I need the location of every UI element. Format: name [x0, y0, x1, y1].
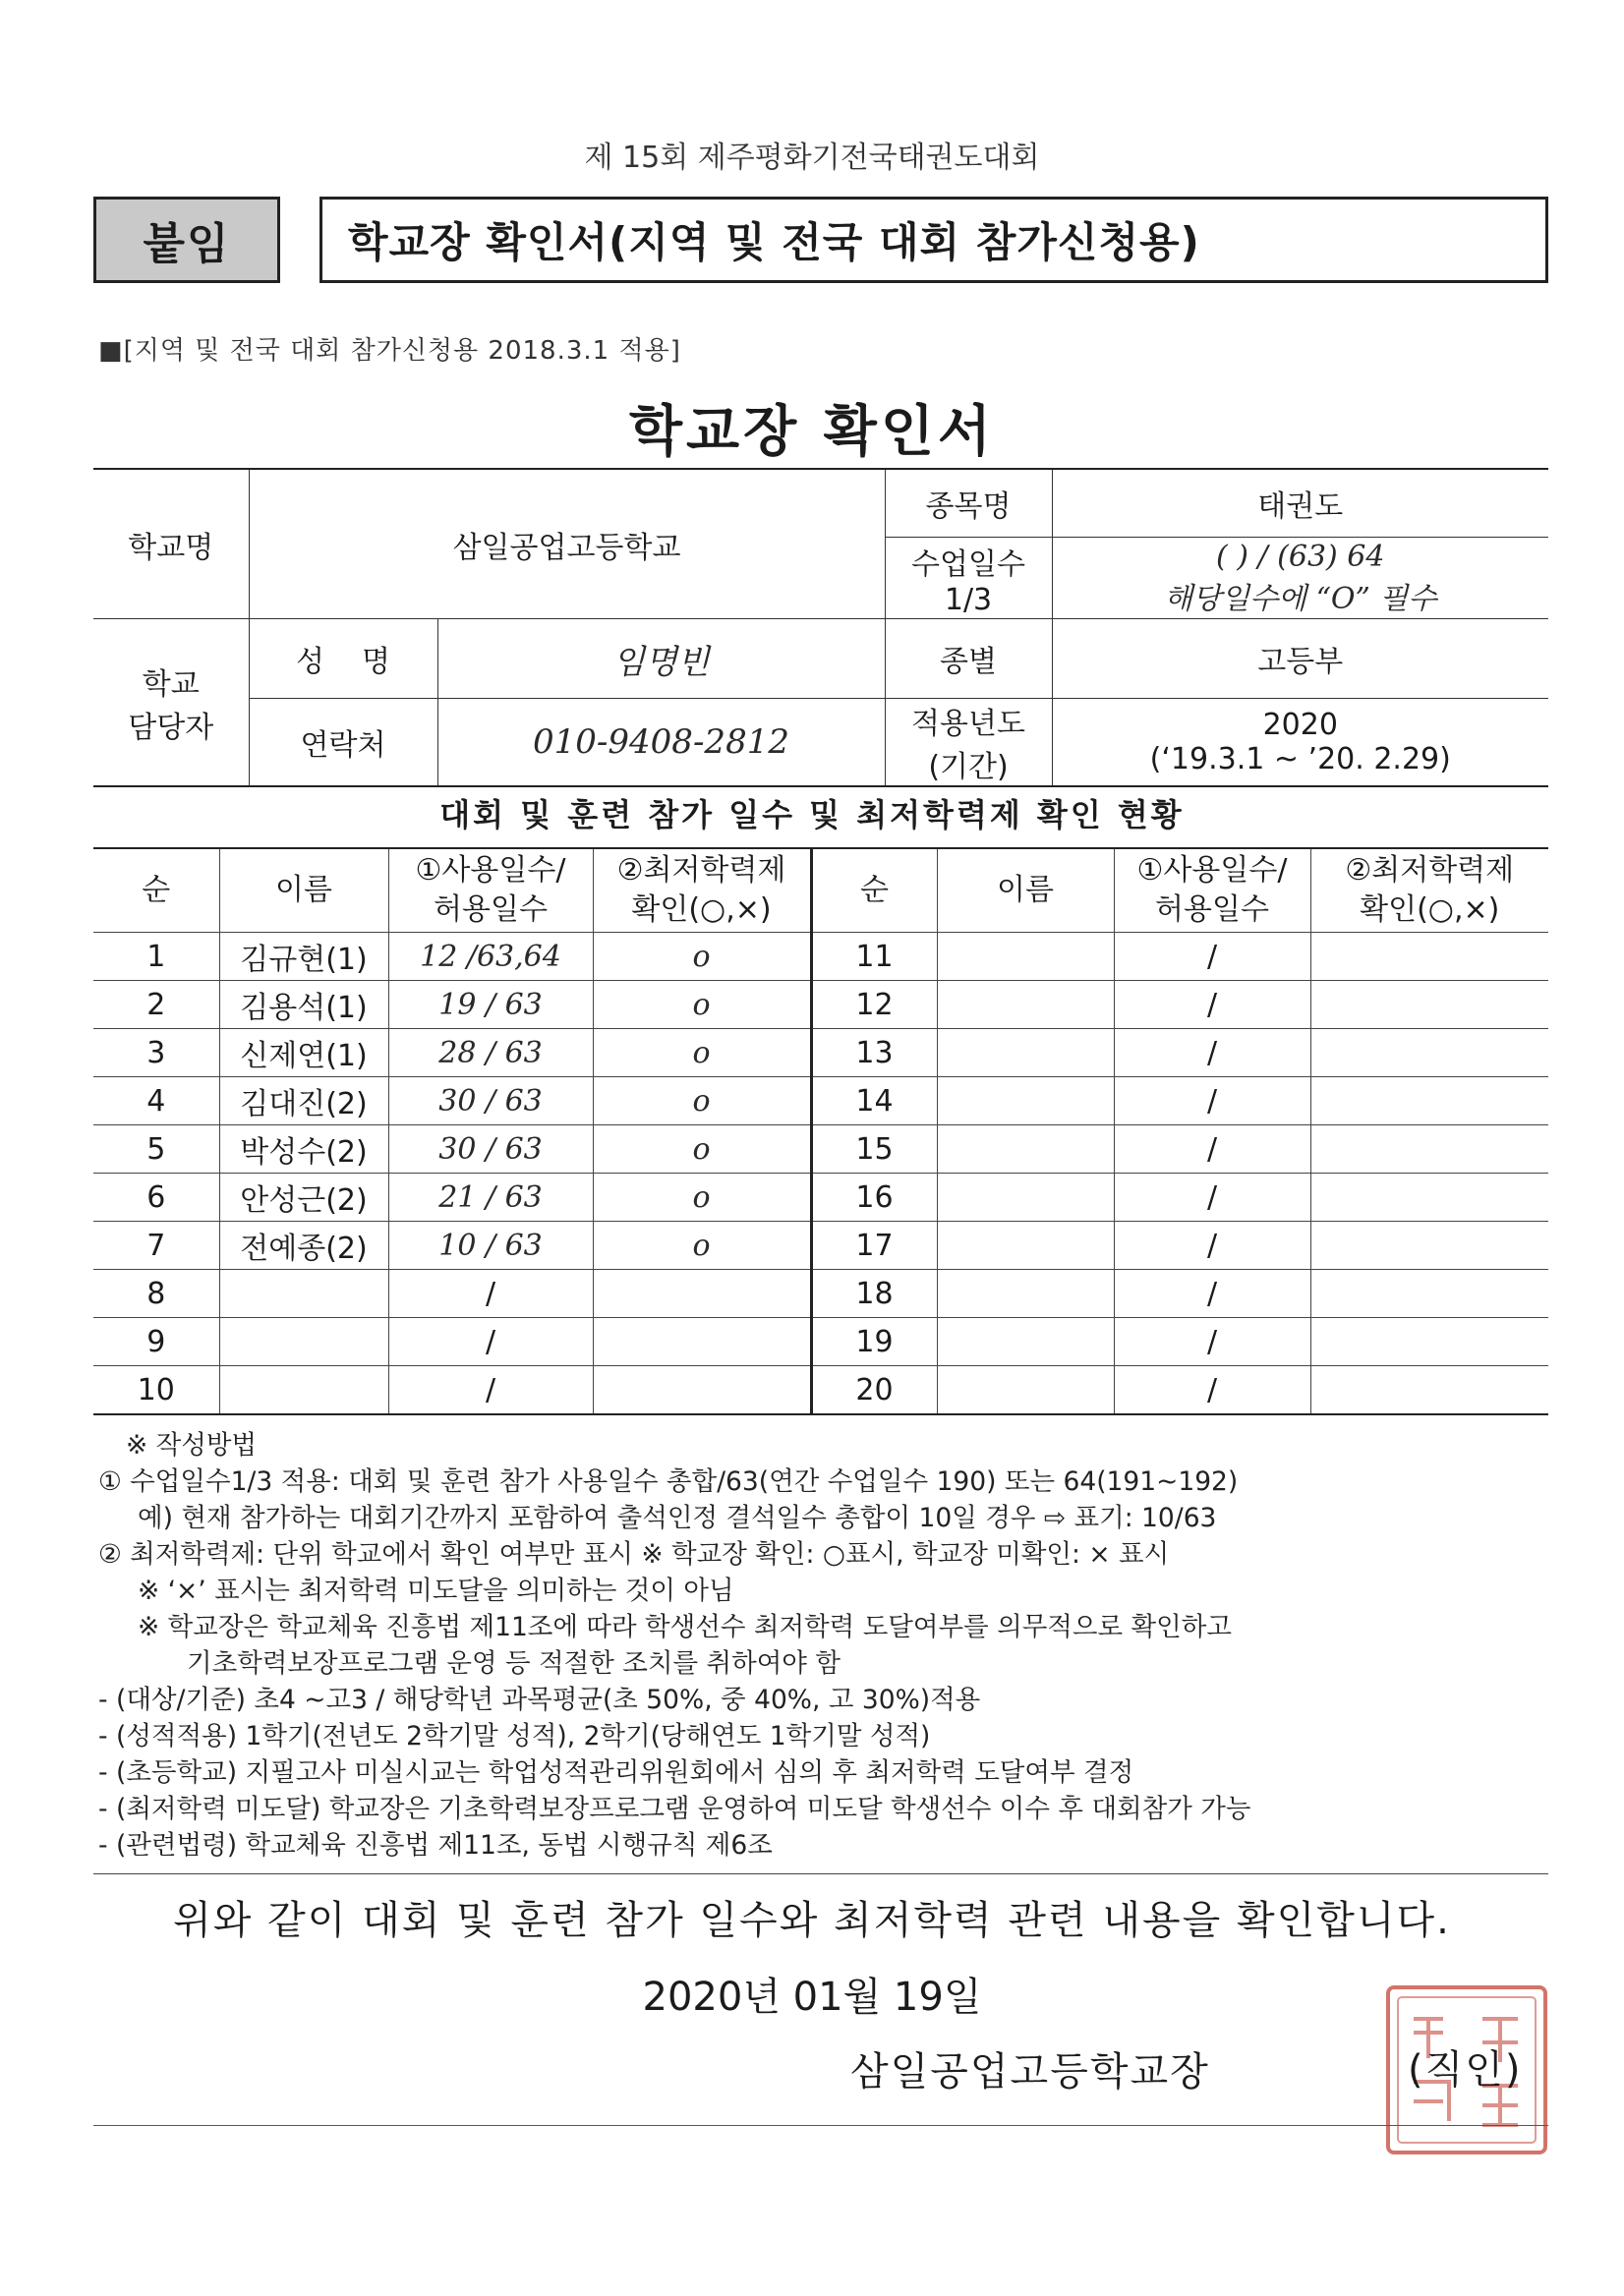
- school-principal-title: 삼일공업고등학교장: [850, 2049, 1210, 2095]
- student-name: 김용석(1): [219, 981, 388, 1029]
- min-academic-check: [1310, 1270, 1548, 1318]
- min-academic-check: [1310, 1125, 1548, 1174]
- issue-date: 2020년 01월 19일: [642, 1975, 982, 2020]
- row-number: 14: [811, 1077, 937, 1125]
- student-name: 김규현(1): [219, 933, 388, 981]
- used-days: /: [1114, 981, 1310, 1029]
- col-header-days: [388, 848, 593, 933]
- used-days: /: [1114, 1029, 1310, 1077]
- note-line: 예) 현재 참가하는 대회기간까지 포함하여 출석인정 결석일수 총합이 10일 경우 ⇨ 표기: 10/63: [138, 1503, 1217, 1533]
- table-row: [93, 1077, 1548, 1125]
- class-days-label: [885, 538, 1052, 619]
- note-line: - (초등학교) 지필고사 미실시교는 학업성적관리위원회에서 심의 후 최저학력 도달여부 결정: [98, 1757, 1134, 1788]
- year-label-line1: 적용년도: [911, 707, 1025, 741]
- applicable-period: (‘19.3.1 ~ ’20. 2.29): [1149, 742, 1451, 776]
- col-header-no-right: 순: [811, 848, 937, 933]
- col-header-min-line1: ②최저학력제: [616, 853, 786, 888]
- table-row: [93, 933, 1548, 981]
- table-row: [93, 1366, 1548, 1415]
- student-name: [937, 981, 1114, 1029]
- status-table: [93, 847, 1548, 1415]
- seal-label: (직인): [1408, 2047, 1523, 2093]
- name-label: 성 명: [249, 619, 437, 699]
- student-name: [937, 933, 1114, 981]
- manager-label-line2: 담당자: [128, 710, 214, 745]
- row-number: 2: [93, 981, 219, 1029]
- student-name: [937, 1077, 1114, 1125]
- sport-label: 종목명: [885, 469, 1052, 538]
- used-days: 10 / 63: [388, 1222, 593, 1270]
- attachment-badge: 붙임: [93, 197, 280, 283]
- min-academic-check: [1310, 1222, 1548, 1270]
- min-academic-check: [1310, 1029, 1548, 1077]
- manager-label: [93, 619, 249, 787]
- col-header-name: 이름: [219, 848, 388, 933]
- event-title: 제 15회 제주평화기전국태권도대회: [584, 141, 1040, 175]
- contact-label: 연락처: [249, 699, 437, 787]
- used-days: /: [1114, 1125, 1310, 1174]
- used-days: /: [1114, 1366, 1310, 1415]
- note-line: - (대상/기준) 초4 ~고3 / 해당학년 과목평균(초 50%, 중 40%, 고 30%)적용: [98, 1685, 981, 1715]
- row-number: 10: [93, 1366, 219, 1415]
- class-days-label-line1: 수업일수: [911, 546, 1025, 582]
- writing-instructions: [98, 1427, 1543, 1864]
- min-academic-check: [1310, 1174, 1548, 1222]
- min-academic-check: o: [593, 1077, 811, 1125]
- used-days: 12 /63,64: [388, 933, 593, 981]
- sport-value: 태권도: [1052, 469, 1548, 538]
- year-label-line2: (기간): [928, 750, 1009, 784]
- row-number: 15: [811, 1125, 937, 1174]
- col-header-no: 순: [93, 848, 219, 933]
- row-number: 4: [93, 1077, 219, 1125]
- school-name-label: 학교명: [93, 469, 249, 619]
- year-label: [885, 699, 1052, 787]
- used-days: /: [1114, 1222, 1310, 1270]
- min-academic-check: [1310, 1318, 1548, 1366]
- student-name: [937, 1174, 1114, 1222]
- min-academic-check: [1310, 981, 1548, 1029]
- student-name: [937, 1366, 1114, 1415]
- row-number: 7: [93, 1222, 219, 1270]
- class-days-note: 해당일수에 “O” 필수: [1164, 581, 1437, 616]
- student-name: 신제연(1): [219, 1029, 388, 1077]
- col-header-min-academic: [593, 848, 811, 933]
- division-label: 종별: [885, 619, 1052, 699]
- row-number: 19: [811, 1318, 937, 1366]
- row-number: 11: [811, 933, 937, 981]
- min-academic-check: o: [593, 1125, 811, 1174]
- table-row: [93, 1270, 1548, 1318]
- student-name: 김대진(2): [219, 1077, 388, 1125]
- used-days: /: [1114, 1270, 1310, 1318]
- used-days: 21 / 63: [388, 1174, 593, 1222]
- student-name: [937, 1029, 1114, 1077]
- manager-label-line1: 학교: [142, 666, 200, 702]
- min-academic-check: [593, 1318, 811, 1366]
- applicable-year: 2020: [1262, 708, 1338, 742]
- main-title: 학교장 확인서: [628, 400, 996, 464]
- info-table: [93, 468, 1548, 787]
- used-days: /: [1114, 1077, 1310, 1125]
- confirmation-statement: 위와 같이 대회 및 훈련 참가 일수와 최저학력 관련 내용을 확인합니다.: [173, 1898, 1451, 1943]
- note-line: ② 최저학력제: 단위 학교에서 확인 여부만 표시 ※ 학교장 확인: ○표시, 학교장 미확인: × 표시: [98, 1539, 1170, 1570]
- col-header-days-right-line1: ①사용일수/: [1136, 853, 1288, 888]
- document-type-title: 학교장 확인서(지역 및 전국 대회 참가신청용): [319, 197, 1548, 283]
- row-number: 18: [811, 1270, 937, 1318]
- student-name: 안성근(2): [219, 1174, 388, 1222]
- student-name: 박성수(2): [219, 1125, 388, 1174]
- min-academic-check: o: [593, 1029, 811, 1077]
- class-days-handwritten: ( ) / (63) 64: [1216, 539, 1385, 574]
- manager-name-handwritten: 임명빈: [437, 619, 885, 699]
- used-days: /: [388, 1270, 593, 1318]
- min-academic-check: o: [593, 1222, 811, 1270]
- col-header-min-line2: 확인(○,×): [631, 892, 772, 927]
- table-row: [93, 1222, 1548, 1270]
- used-days: /: [388, 1366, 593, 1415]
- student-name: [937, 1318, 1114, 1366]
- note-line: ※ ‘×’ 표시는 최저학력 미도달을 의미하는 것이 아님: [138, 1576, 734, 1606]
- used-days: /: [1114, 933, 1310, 981]
- student-name: [219, 1318, 388, 1366]
- col-header-days-line2: 허용일수: [434, 892, 548, 927]
- min-academic-check: [593, 1270, 811, 1318]
- used-days: 19 / 63: [388, 981, 593, 1029]
- table-row: [93, 1174, 1548, 1222]
- col-header-min-academic-right: [1310, 848, 1548, 933]
- table-row: [93, 1318, 1548, 1366]
- min-academic-check: [593, 1366, 811, 1415]
- row-number: 20: [811, 1366, 937, 1415]
- row-number: 17: [811, 1222, 937, 1270]
- col-header-name-right: 이름: [937, 848, 1114, 933]
- row-number: 12: [811, 981, 937, 1029]
- status-heading: 대회 및 훈련 참가 일수 및 최저학력제 확인 현황: [439, 796, 1185, 833]
- form-application-note: ■[지역 및 전국 대회 참가신청용 2018.3.1 적용]: [98, 336, 681, 366]
- note-line: ① 수업일수1/3 적용: 대회 및 훈련 참가 사용일수 총합/63(연간 수업일수 190) 또는 64(191~192): [98, 1466, 1239, 1497]
- note-line: - (최저학력 미도달) 학교장은 기초학력보장프로그램 운영하여 미도달 학생선수 이수 후 대회참가 가능: [98, 1794, 1251, 1824]
- student-name: 전예종(2): [219, 1222, 388, 1270]
- row-number: 16: [811, 1174, 937, 1222]
- student-name: [937, 1270, 1114, 1318]
- col-header-days-right-line2: 허용일수: [1155, 892, 1269, 927]
- min-academic-check: o: [593, 1174, 811, 1222]
- min-academic-check: o: [593, 933, 811, 981]
- division-value: 고등부: [1052, 619, 1548, 699]
- table-row: [93, 981, 1548, 1029]
- student-name: [219, 1270, 388, 1318]
- min-academic-check: [1310, 933, 1548, 981]
- min-academic-check: [1310, 1077, 1548, 1125]
- contact-handwritten: 010-9408-2812: [437, 699, 885, 787]
- note-line: ※ 학교장은 학교체육 진흥법 제11조에 따라 학생선수 최저학력 도달여부를 의무적으로 확인하고: [138, 1612, 1232, 1642]
- table-row: [93, 1125, 1548, 1174]
- divider-line: [93, 1873, 1548, 1874]
- used-days: 28 / 63: [388, 1029, 593, 1077]
- note-line: 기초학력보장프로그램 운영 등 적절한 조치를 취하여야 함: [187, 1648, 841, 1679]
- row-number: 5: [93, 1125, 219, 1174]
- used-days: 30 / 63: [388, 1077, 593, 1125]
- student-name: [937, 1222, 1114, 1270]
- notes-heading: ※ 작성방법: [126, 1430, 258, 1461]
- bottom-divider-line: [93, 2125, 1548, 2126]
- used-days: /: [1114, 1174, 1310, 1222]
- student-name: [937, 1125, 1114, 1174]
- row-number: 9: [93, 1318, 219, 1366]
- col-header-min-right-line2: 확인(○,×): [1360, 892, 1500, 927]
- row-number: 3: [93, 1029, 219, 1077]
- status-table-body: [93, 933, 1548, 1415]
- row-number: 13: [811, 1029, 937, 1077]
- student-name: [219, 1366, 388, 1415]
- col-header-min-right-line1: ②최저학력제: [1345, 853, 1515, 888]
- row-number: 8: [93, 1270, 219, 1318]
- table-row: [93, 1029, 1548, 1077]
- school-name-value: 삼일공업고등학교: [249, 469, 885, 619]
- min-academic-check: [1310, 1366, 1548, 1415]
- note-line: - (관련법령) 학교체육 진흥법 제11조, 동법 시행규칙 제6조: [98, 1830, 773, 1861]
- note-line: - (성적적용) 1학기(전년도 2학기말 성적), 2학기(당해연도 1학기말 성적): [98, 1721, 931, 1751]
- min-academic-check: o: [593, 981, 811, 1029]
- year-value: [1052, 699, 1548, 787]
- class-days-value: [1052, 538, 1548, 619]
- used-days: 30 / 63: [388, 1125, 593, 1174]
- class-days-label-line2: 1/3: [944, 582, 993, 617]
- row-number: 1: [93, 933, 219, 981]
- used-days: /: [1114, 1318, 1310, 1366]
- header-row: [93, 197, 1548, 283]
- col-header-days-right: [1114, 848, 1310, 933]
- used-days: /: [388, 1318, 593, 1366]
- col-header-days-line1: ①사용일수/: [415, 853, 566, 888]
- row-number: 6: [93, 1174, 219, 1222]
